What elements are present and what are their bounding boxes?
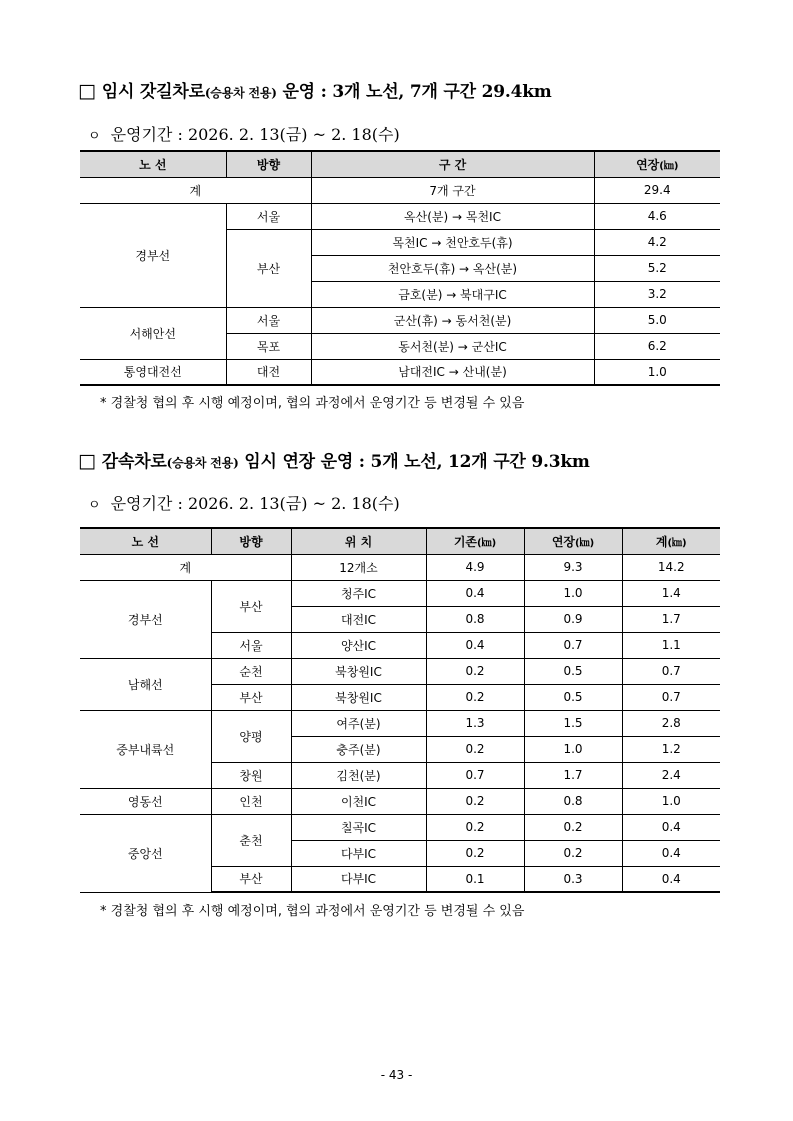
existing-cell: 0.1 [426, 866, 524, 892]
header-direction: 방향 [211, 528, 291, 554]
total-extension: 9.3 [524, 554, 622, 580]
extension-cell: 0.7 [524, 632, 622, 658]
route-cell: 남해선 [80, 658, 211, 710]
total-cell: 1.4 [622, 580, 720, 606]
section2-title-note: (승용차 전용) [166, 456, 239, 470]
route-cell: 중앙선 [80, 814, 211, 892]
section1-title-main: 임시 갓길차로 [101, 82, 205, 102]
direction-cell: 창원 [211, 762, 291, 788]
total-cell: 0.4 [622, 866, 720, 892]
total-cell: 2.8 [622, 710, 720, 736]
section-cell: 옥산(분) → 목천IC [311, 203, 594, 229]
direction-cell: 춘천 [211, 814, 291, 866]
extension-cell: 1.0 [524, 736, 622, 762]
total-cell: 0.7 [622, 658, 720, 684]
location-cell: 다부IC [291, 840, 426, 866]
length-cell: 6.2 [594, 333, 720, 359]
direction-cell: 대전 [226, 359, 311, 385]
section-cell: 천안호두(휴) → 옥산(분) [311, 255, 594, 281]
table-row [80, 203, 720, 229]
table-row [80, 359, 720, 385]
section1-title-summary: 운영 : 3개 노선, 7개 구간 29.4km [276, 82, 552, 102]
route-cell: 서해안선 [80, 307, 226, 359]
extension-cell: 0.2 [524, 814, 622, 840]
location-cell: 양산IC [291, 632, 426, 658]
length-cell: 4.6 [594, 203, 720, 229]
total-cell: 1.7 [622, 606, 720, 632]
route-cell: 경부선 [80, 580, 211, 658]
extension-cell: 1.7 [524, 762, 622, 788]
section2-heading [78, 447, 590, 472]
section1-period-text: 운영기간 : 2026. 2. 13(금) ~ 2. 18(수) [110, 125, 400, 144]
location-cell: 대전IC [291, 606, 426, 632]
header-route: 노 선 [80, 528, 211, 554]
direction-cell: 부산 [211, 580, 291, 632]
header-existing: 기존(㎞) [426, 528, 524, 554]
checkbox-icon: □ [78, 80, 96, 102]
table-row [80, 580, 720, 606]
existing-cell: 0.2 [426, 788, 524, 814]
section-cell: 금호(분) → 북대구IC [311, 281, 594, 307]
location-cell: 칠곡IC [291, 814, 426, 840]
extension-cell: 0.9 [524, 606, 622, 632]
extension-cell: 0.2 [524, 840, 622, 866]
route-cell: 영동선 [80, 788, 211, 814]
section1-title-note: (승용차 전용) [204, 86, 277, 100]
total-row [80, 177, 720, 203]
table-row [80, 710, 720, 736]
header-section: 구 간 [311, 151, 594, 177]
direction-cell: 양평 [211, 710, 291, 762]
section-cell: 목천IC → 천안호두(휴) [311, 229, 594, 255]
section-cell: 동서천(분) → 군산IC [311, 333, 594, 359]
direction-cell: 부산 [211, 684, 291, 710]
total-cell: 0.4 [622, 840, 720, 866]
direction-cell: 서울 [226, 307, 311, 333]
direction-cell: 인천 [211, 788, 291, 814]
bullet-icon: ㅇ [88, 129, 101, 144]
location-cell: 이천IC [291, 788, 426, 814]
total-cell: 1.1 [622, 632, 720, 658]
existing-cell: 1.3 [426, 710, 524, 736]
section1-heading [78, 77, 552, 102]
existing-cell: 0.4 [426, 632, 524, 658]
location-cell: 북창원IC [291, 684, 426, 710]
section-cell: 남대전IC → 산내(분) [311, 359, 594, 385]
section2-title-main: 감속차로 [101, 452, 167, 472]
header-total: 계(㎞) [622, 528, 720, 554]
total-cell: 0.4 [622, 814, 720, 840]
direction-cell: 부산 [211, 866, 291, 892]
total-cell: 2.4 [622, 762, 720, 788]
section2-title-summary: 임시 연장 운영 : 5개 노선, 12개 구간 9.3km [238, 452, 590, 472]
checkbox-icon: □ [78, 450, 96, 472]
existing-cell: 0.2 [426, 658, 524, 684]
total-existing: 4.9 [426, 554, 524, 580]
total-label: 계 [80, 177, 311, 203]
direction-cell: 목포 [226, 333, 311, 359]
header-route: 노 선 [80, 151, 226, 177]
length-cell: 1.0 [594, 359, 720, 385]
section1-period [88, 122, 400, 145]
table-row [80, 658, 720, 684]
shoulder-lane-table [80, 150, 720, 386]
section2-period [88, 491, 400, 514]
length-cell: 4.2 [594, 229, 720, 255]
location-cell: 다부IC [291, 866, 426, 892]
existing-cell: 0.2 [426, 736, 524, 762]
section-cell: 군산(휴) → 동서천(분) [311, 307, 594, 333]
total-label: 계 [80, 554, 291, 580]
section2-period-text: 운영기간 : 2026. 2. 13(금) ~ 2. 18(수) [110, 494, 400, 513]
section2-note: * 경찰청 협의 후 시행 예정이며, 협의 과정에서 운영기간 등 변경될 수 있음 [100, 904, 525, 919]
header-length: 연장(㎞) [594, 151, 720, 177]
table-row [80, 788, 720, 814]
total-total: 14.2 [622, 554, 720, 580]
extension-cell: 1.5 [524, 710, 622, 736]
extension-cell: 0.8 [524, 788, 622, 814]
total-location: 12개소 [291, 554, 426, 580]
header-direction: 방향 [226, 151, 311, 177]
extension-cell: 0.3 [524, 866, 622, 892]
existing-cell: 0.4 [426, 580, 524, 606]
total-cell: 1.2 [622, 736, 720, 762]
location-cell: 충주(분) [291, 736, 426, 762]
extension-cell: 0.5 [524, 658, 622, 684]
direction-cell: 부산 [226, 229, 311, 307]
route-cell: 경부선 [80, 203, 226, 307]
existing-cell: 0.7 [426, 762, 524, 788]
existing-cell: 0.2 [426, 684, 524, 710]
existing-cell: 0.2 [426, 840, 524, 866]
bullet-icon: ㅇ [88, 498, 101, 513]
existing-cell: 0.8 [426, 606, 524, 632]
section1-note: * 경찰청 협의 후 시행 예정이며, 협의 과정에서 운영기간 등 변경될 수 있음 [100, 396, 525, 411]
route-cell: 중부내륙선 [80, 710, 211, 788]
direction-cell: 서울 [226, 203, 311, 229]
total-cell: 1.0 [622, 788, 720, 814]
extension-cell: 1.0 [524, 580, 622, 606]
header-extension: 연장(㎞) [524, 528, 622, 554]
header-location: 위 치 [291, 528, 426, 554]
page-number: - 43 - [380, 1068, 413, 1082]
direction-cell: 서울 [211, 632, 291, 658]
existing-cell: 0.2 [426, 814, 524, 840]
extension-cell: 0.5 [524, 684, 622, 710]
location-cell: 여주(분) [291, 710, 426, 736]
table-row [80, 814, 720, 840]
direction-cell: 순천 [211, 658, 291, 684]
total-section: 7개 구간 [311, 177, 594, 203]
location-cell: 김천(분) [291, 762, 426, 788]
table-row [80, 307, 720, 333]
total-row [80, 554, 720, 580]
deceleration-lane-table [80, 527, 720, 893]
length-cell: 5.2 [594, 255, 720, 281]
route-cell: 통영대전선 [80, 359, 226, 385]
location-cell: 청주IC [291, 580, 426, 606]
location-cell: 북창원IC [291, 658, 426, 684]
length-cell: 3.2 [594, 281, 720, 307]
total-cell: 0.7 [622, 684, 720, 710]
length-cell: 5.0 [594, 307, 720, 333]
total-length: 29.4 [594, 177, 720, 203]
